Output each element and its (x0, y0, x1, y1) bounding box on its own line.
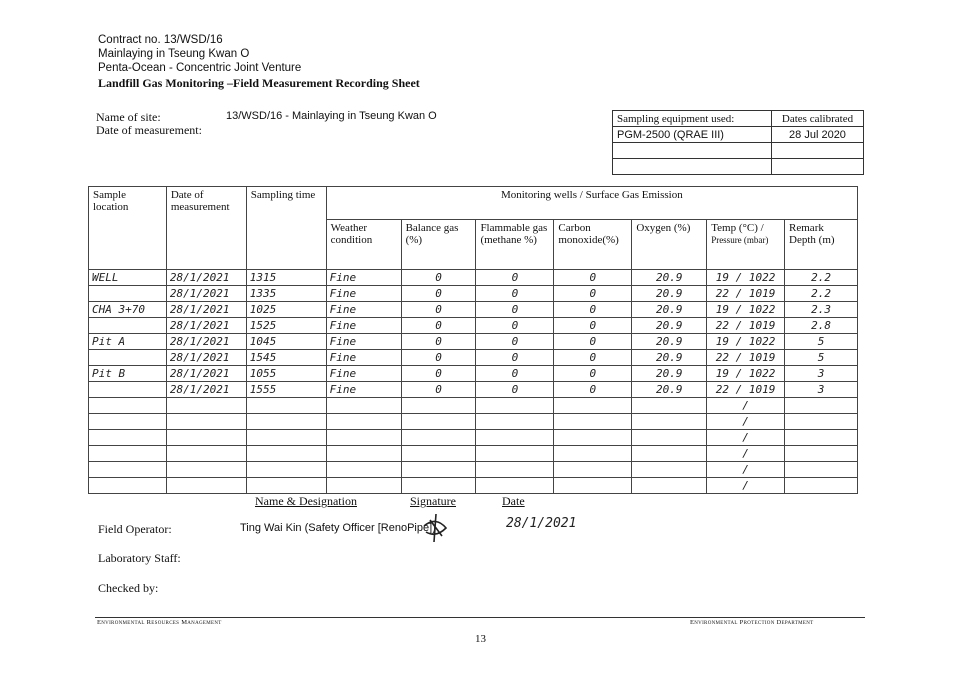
row-oxygen (632, 462, 707, 478)
col-sampling-time: Sampling time (246, 187, 326, 270)
row-oxygen: 20.9 (632, 334, 707, 350)
row-balance-gas: 0 (401, 270, 476, 286)
row-location: WELL (89, 270, 167, 286)
field-operator-name: Ting Wai Kin (Safety Officer [RenoPipe]) (240, 522, 436, 534)
row-time (246, 414, 326, 430)
row-remark (785, 462, 858, 478)
row-time (246, 398, 326, 414)
row-date: 28/1/2021 (166, 286, 246, 302)
col-flammable-gas: Flammable gas (methane %) (476, 220, 554, 270)
table-row (89, 350, 858, 366)
row-oxygen: 20.9 (632, 286, 707, 302)
row-flammable-gas: 0 (476, 350, 554, 366)
equipment-name (613, 159, 772, 175)
row-date: 28/1/2021 (166, 270, 246, 286)
row-remark (785, 478, 858, 494)
row-location (89, 430, 167, 446)
calibration-date (772, 143, 864, 159)
row-date: 28/1/2021 (166, 318, 246, 334)
row-remark: 2.8 (785, 318, 858, 334)
row-flammable-gas: 0 (476, 302, 554, 318)
row-time: 1525 (246, 318, 326, 334)
table-row (89, 382, 858, 398)
table-row (89, 334, 858, 350)
row-temp-pressure: / (707, 446, 785, 462)
row-date: 28/1/2021 (166, 366, 246, 382)
row-carbon-monoxide: 0 (554, 286, 632, 302)
col-weather: Weather condition (326, 220, 401, 270)
row-flammable-gas (476, 398, 554, 414)
row-location: Pit A (89, 334, 167, 350)
row-time (246, 430, 326, 446)
table-row (89, 302, 858, 318)
signature-header: Signature (410, 494, 456, 508)
row-location: Pit B (89, 366, 167, 382)
table-row (89, 462, 858, 478)
row-remark (785, 414, 858, 430)
row-carbon-monoxide (554, 462, 632, 478)
row-carbon-monoxide (554, 478, 632, 494)
footer-rule (95, 617, 865, 618)
name-designation-header: Name & Designation (255, 494, 357, 508)
row-oxygen: 20.9 (632, 382, 707, 398)
row-balance-gas (401, 398, 476, 414)
site-name-value: 13/WSD/16 - Mainlaying in Tseung Kwan O (226, 110, 437, 122)
row-date (166, 430, 246, 446)
row-temp-pressure: 22 / 1019 (707, 382, 785, 398)
col-carbon-monoxide: Carbon monoxide(%) (554, 220, 632, 270)
row-location (89, 414, 167, 430)
row-temp-pressure: 19 / 1022 (707, 270, 785, 286)
contractor-name: Penta-Ocean - Concentric Joint Venture (98, 62, 302, 74)
row-date (166, 446, 246, 462)
table-row (89, 286, 858, 302)
row-location (89, 382, 167, 398)
row-flammable-gas (476, 430, 554, 446)
row-weather (326, 414, 401, 430)
row-balance-gas (401, 478, 476, 494)
temp-label: Temp (°C) / (711, 222, 764, 234)
row-location (89, 398, 167, 414)
row-balance-gas: 0 (401, 334, 476, 350)
row-date: 28/1/2021 (166, 302, 246, 318)
row-oxygen (632, 398, 707, 414)
pressure-label: Pressure (mbar) (711, 235, 769, 245)
row-temp-pressure: 22 / 1019 (707, 286, 785, 302)
row-weather: Fine (326, 270, 401, 286)
date-header: Date (502, 494, 525, 508)
row-oxygen (632, 478, 707, 494)
row-carbon-monoxide: 0 (554, 366, 632, 382)
row-location (89, 462, 167, 478)
row-temp-pressure: / (707, 398, 785, 414)
checked-by-label: Checked by: (98, 581, 159, 595)
row-flammable-gas: 0 (476, 270, 554, 286)
table-row (89, 414, 858, 430)
row-remark: 5 (785, 334, 858, 350)
row-remark: 2.2 (785, 270, 858, 286)
row-flammable-gas (476, 414, 554, 430)
row-temp-pressure: / (707, 414, 785, 430)
row-weather: Fine (326, 382, 401, 398)
row-remark (785, 446, 858, 462)
row-remark (785, 430, 858, 446)
row-carbon-monoxide (554, 398, 632, 414)
row-temp-pressure: / (707, 462, 785, 478)
row-flammable-gas (476, 462, 554, 478)
col-temp-pressure (707, 220, 785, 270)
equipment-header: Sampling equipment used: (613, 111, 772, 127)
row-carbon-monoxide: 0 (554, 334, 632, 350)
row-weather (326, 478, 401, 494)
row-location (89, 350, 167, 366)
equipment-table (612, 110, 864, 175)
row-carbon-monoxide (554, 446, 632, 462)
row-flammable-gas (476, 446, 554, 462)
row-balance-gas: 0 (401, 366, 476, 382)
row-carbon-monoxide (554, 430, 632, 446)
row-time: 1335 (246, 286, 326, 302)
row-temp-pressure: 19 / 1022 (707, 334, 785, 350)
row-remark: 5 (785, 350, 858, 366)
row-balance-gas (401, 446, 476, 462)
row-weather (326, 430, 401, 446)
row-temp-pressure: 19 / 1022 (707, 302, 785, 318)
row-balance-gas: 0 (401, 286, 476, 302)
row-flammable-gas: 0 (476, 382, 554, 398)
row-carbon-monoxide: 0 (554, 318, 632, 334)
row-carbon-monoxide: 0 (554, 270, 632, 286)
row-location: CHA 3+70 (89, 302, 167, 318)
row-location (89, 318, 167, 334)
row-temp-pressure: 22 / 1019 (707, 318, 785, 334)
row-balance-gas (401, 462, 476, 478)
row-date: 28/1/2021 (166, 382, 246, 398)
equipment-name (613, 143, 772, 159)
row-balance-gas: 0 (401, 382, 476, 398)
calibration-date: 28 Jul 2020 (772, 127, 864, 143)
row-weather: Fine (326, 334, 401, 350)
row-oxygen (632, 446, 707, 462)
row-date (166, 414, 246, 430)
row-balance-gas (401, 430, 476, 446)
row-balance-gas: 0 (401, 318, 476, 334)
row-temp-pressure: / (707, 478, 785, 494)
row-carbon-monoxide (554, 414, 632, 430)
row-oxygen: 20.9 (632, 270, 707, 286)
measurement-table (88, 186, 858, 494)
row-time: 1025 (246, 302, 326, 318)
row-oxygen: 20.9 (632, 302, 707, 318)
row-location (89, 286, 167, 302)
row-date: 28/1/2021 (166, 350, 246, 366)
row-remark (785, 398, 858, 414)
row-flammable-gas: 0 (476, 286, 554, 302)
row-remark: 3 (785, 366, 858, 382)
row-time (246, 462, 326, 478)
row-flammable-gas: 0 (476, 318, 554, 334)
col-sample-location: Sample location (89, 187, 167, 270)
row-time: 1045 (246, 334, 326, 350)
row-time: 1545 (246, 350, 326, 366)
col-group-monitoring: Monitoring wells / Surface Gas Emission (326, 187, 857, 220)
contract-number: Contract no. 13/WSD/16 (98, 34, 223, 46)
calibrated-header: Dates calibrated (772, 111, 864, 127)
sheet-title: Landfill Gas Monitoring –Field Measurement Recording Sheet (98, 76, 420, 90)
row-carbon-monoxide: 0 (554, 350, 632, 366)
equipment-name: PGM-2500 (QRAE III) (613, 127, 772, 143)
site-name-label: Name of site: (96, 110, 161, 124)
row-balance-gas: 0 (401, 350, 476, 366)
field-operator-date: 28/1/2021 (506, 516, 577, 531)
row-temp-pressure: / (707, 430, 785, 446)
row-flammable-gas: 0 (476, 334, 554, 350)
row-weather: Fine (326, 286, 401, 302)
row-balance-gas: 0 (401, 302, 476, 318)
field-operator-label: Field Operator: (98, 522, 172, 536)
table-row (89, 430, 858, 446)
row-flammable-gas: 0 (476, 366, 554, 382)
calibration-date (772, 159, 864, 175)
row-time (246, 478, 326, 494)
row-weather: Fine (326, 318, 401, 334)
row-weather (326, 462, 401, 478)
col-oxygen: Oxygen (%) (632, 220, 707, 270)
row-flammable-gas (476, 478, 554, 494)
row-time: 1055 (246, 366, 326, 382)
row-carbon-monoxide: 0 (554, 302, 632, 318)
laboratory-staff-label: Laboratory Staff: (98, 551, 181, 565)
footer-right: Environmental Protection Department (690, 619, 814, 626)
row-weather (326, 446, 401, 462)
row-location (89, 446, 167, 462)
table-row (89, 398, 858, 414)
col-remark-depth: Remark Depth (m) (785, 220, 858, 270)
table-row (89, 318, 858, 334)
page-number: 13 (475, 633, 486, 645)
row-date (166, 398, 246, 414)
row-weather: Fine (326, 302, 401, 318)
row-time: 1555 (246, 382, 326, 398)
row-date (166, 462, 246, 478)
project-name: Mainlaying in Tseung Kwan O (98, 48, 250, 60)
row-carbon-monoxide: 0 (554, 382, 632, 398)
row-remark: 2.2 (785, 286, 858, 302)
row-time (246, 446, 326, 462)
row-oxygen (632, 414, 707, 430)
col-date: Date of measurement (166, 187, 246, 270)
row-date (166, 478, 246, 494)
signature-mark (420, 512, 450, 544)
measurement-date-label: Date of measurement: (96, 123, 202, 137)
table-row (89, 270, 858, 286)
row-balance-gas (401, 414, 476, 430)
row-oxygen: 20.9 (632, 366, 707, 382)
row-weather: Fine (326, 350, 401, 366)
row-location (89, 478, 167, 494)
row-weather: Fine (326, 366, 401, 382)
row-remark: 2.3 (785, 302, 858, 318)
row-time: 1315 (246, 270, 326, 286)
row-temp-pressure: 22 / 1019 (707, 350, 785, 366)
col-balance-gas: Balance gas (%) (401, 220, 476, 270)
table-row (89, 366, 858, 382)
row-remark: 3 (785, 382, 858, 398)
table-row (89, 478, 858, 494)
row-oxygen: 20.9 (632, 318, 707, 334)
row-date: 28/1/2021 (166, 334, 246, 350)
row-temp-pressure: 19 / 1022 (707, 366, 785, 382)
row-oxygen (632, 430, 707, 446)
row-weather (326, 398, 401, 414)
footer-left: Environmental Resources Management (97, 619, 222, 626)
table-row (89, 446, 858, 462)
row-oxygen: 20.9 (632, 350, 707, 366)
